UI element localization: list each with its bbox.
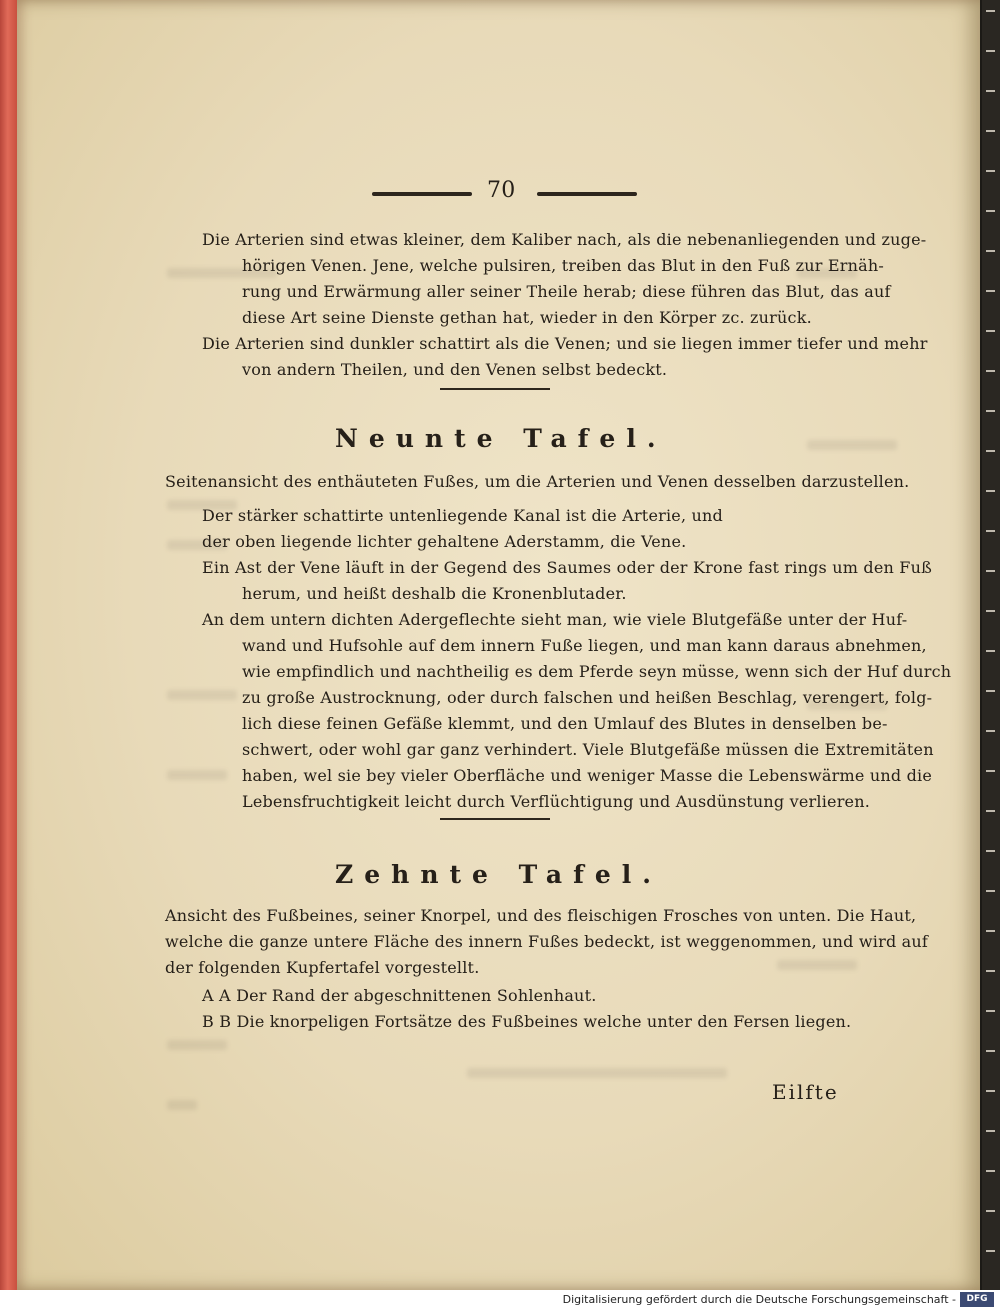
bleed-through-mark [467,1068,727,1078]
ruler-tick [986,570,995,572]
ruler-tick [986,10,995,12]
ruler-tick [986,330,995,332]
ruler-tick [986,530,995,532]
ruler-tick [986,690,995,692]
digitization-footer [0,1290,1000,1311]
bleed-through-mark [167,770,227,780]
ruler-tick [986,370,995,372]
ruler-tick [986,1050,995,1052]
section10-line: der folgenden Kupfertafel vorgestellt. [165,958,480,977]
scan-ruler [982,0,1000,1290]
book-edge [0,0,17,1290]
ruler-tick [986,130,995,132]
section10-line: Ansicht des Fußbeines, seiner Knorpel, und des fleischigen Frosches von unten. Die Haut, [165,906,917,925]
ruler-tick [986,1170,995,1172]
ruler-tick [986,650,995,652]
section9-line: der oben liegende lichter gehaltene Aderstamm, die Vene. [202,532,687,551]
section9-line: lich diese feinen Gefäße klemmt, und den Umlauf des Blutes in denselben be- [242,714,888,733]
dfg-logo: DFG [960,1292,994,1307]
section9-line: schwert, oder wohl gar ganz verhindert. Viele Blutgefäße müssen die Extremitäten [242,740,934,759]
ornament-dash-right [537,192,637,196]
ruler-tick [986,610,995,612]
ruler-tick [986,210,995,212]
section-divider [440,388,550,390]
bleed-through-mark [807,440,897,450]
ornament-dash-left [372,192,472,196]
section9-line: wie empfindlich und nachtheilig es dem Pferde seyn müsse, wenn sich der Huf durch [242,662,952,681]
ruler-tick [986,810,995,812]
section9-line: wand und Hufsohle auf dem innern Fuße liegen, und man kann daraus abnehmen, [242,636,927,655]
catchword: Eilfte [772,1080,839,1104]
ruler-tick [986,770,995,772]
section9-line: Ein Ast der Vene läuft in der Gegend des Saumes oder der Krone fast rings um den Fuß [202,558,932,577]
section9-line: haben, wel sie bey vieler Oberfläche und weniger Masse die Lebenswärme und die [242,766,933,785]
ruler-tick [986,490,995,492]
ruler-tick [986,410,995,412]
footer-credit-text: Digitalisierung gefördert durch die Deutsche Forschungsgemeinschaft - [562,1293,956,1306]
intro-line: diese Art seine Dienste gethan hat, wieder in den Körper zc. zurück. [242,308,812,327]
ruler-tick [986,250,995,252]
paper-page [17,0,980,1290]
section9-line: An dem untern dichten Adergeflechte sieht man, wie viele Blutgefäße unter der Huf- [202,610,908,629]
bleed-through-mark [167,1100,197,1110]
bleed-through-mark [167,690,237,700]
ruler-tick [986,450,995,452]
ruler-tick [986,1130,995,1132]
section-divider [440,818,550,820]
ruler-tick [986,1010,995,1012]
section10-line: B B Die knorpeligen Fortsätze des Fußbeines welche unter den Fersen liegen. [202,1012,852,1031]
ruler-tick [986,1210,995,1212]
bleed-through-mark [167,1040,227,1050]
section-heading-neunte-tafel: Neunte Tafel. [335,424,667,453]
intro-line: Die Arterien sind etwas kleiner, dem Kaliber nach, als die nebenanliegenden und zuge- [202,230,927,249]
ruler-tick [986,970,995,972]
section9-line: Der stärker schattirte untenliegende Kanal ist die Arterie, und [202,506,723,525]
page-number: 70 [487,178,516,203]
section9-line: Seitenansicht des enthäuteten Fußes, um die Arterien und Venen desselben darzustellen. [165,472,910,491]
section9-line: Lebensfruchtigkeit leicht durch Verflüchtigung und Ausdünstung verlieren. [242,792,871,811]
ruler-tick [986,170,995,172]
section10-line: welche die ganze untere Fläche des innern Fußes bedeckt, ist weggenommen, und wird auf [165,932,929,951]
ruler-tick [986,850,995,852]
ruler-tick [986,1090,995,1092]
ruler-tick [986,50,995,52]
ruler-tick [986,730,995,732]
intro-line: hörigen Venen. Jene, welche pulsiren, treiben das Blut in den Fuß zur Ernäh- [242,256,885,275]
ruler-tick [986,890,995,892]
intro-line: rung und Erwärmung aller seiner Theile herab; diese führen das Blut, das auf [242,282,891,301]
section9-line: herum, und heißt deshalb die Kronenblutader. [242,584,627,603]
bleed-through-mark [777,960,857,970]
ruler-tick [986,930,995,932]
ruler-tick [986,1250,995,1252]
section9-line: zu große Austrocknung, oder durch falschen und heißen Beschlag, verengert, folg- [242,688,933,707]
intro-line: von andern Theilen, und den Venen selbst bedeckt. [242,360,668,379]
section10-line: A A Der Rand der abgeschnittenen Sohlenhaut. [202,986,597,1005]
intro-line: Die Arterien sind dunkler schattirt als die Venen; und sie liegen immer tiefer und mehr [202,334,928,353]
ruler-tick [986,90,995,92]
ruler-tick [986,290,995,292]
section-heading-zehnte-tafel: Zehnte Tafel. [335,860,662,889]
